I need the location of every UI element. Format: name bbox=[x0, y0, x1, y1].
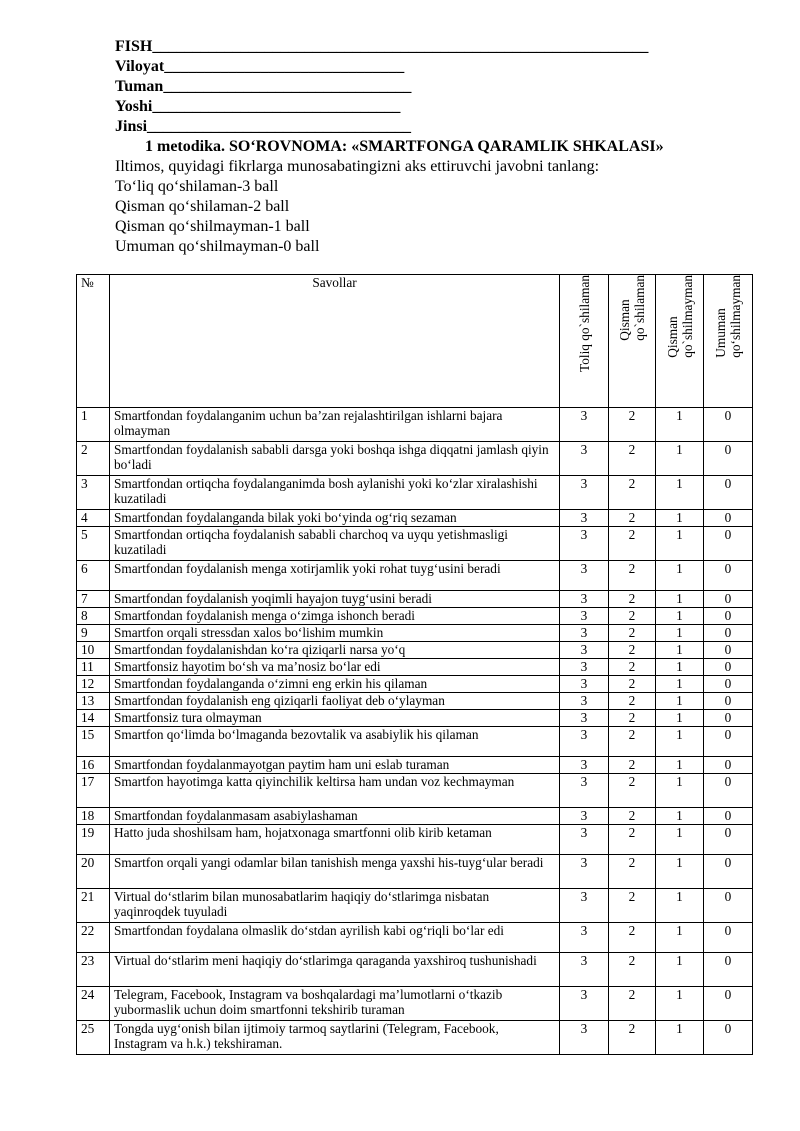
score-partly-disagree[interactable]: 1 bbox=[656, 608, 704, 625]
table-row bbox=[77, 561, 753, 591]
score-partly-disagree[interactable]: 1 bbox=[656, 442, 704, 476]
field-jinsi[interactable] bbox=[115, 117, 648, 137]
score-partly-agree[interactable]: 2 bbox=[609, 608, 656, 625]
score-partly-disagree[interactable]: 1 bbox=[656, 476, 704, 510]
score-full-disagree[interactable]: 0 bbox=[704, 953, 753, 987]
scale-item-3: To‘liq qo‘shilaman-3 ball bbox=[115, 178, 279, 195]
score-partly-agree[interactable]: 2 bbox=[609, 953, 656, 987]
score-full-agree[interactable]: 3 bbox=[560, 987, 609, 1021]
score-partly-disagree[interactable]: 1 bbox=[656, 889, 704, 923]
question-text: Smartfondan ortiqcha foydalanganimda bosh aylanishi yoki ko‘zlar xiralashishi kuzatiladi bbox=[110, 476, 560, 510]
score-full-agree[interactable]: 3 bbox=[560, 923, 609, 953]
score-full-disagree[interactable]: 0 bbox=[704, 608, 753, 625]
field-tuman-label: Tuman bbox=[115, 78, 164, 95]
score-full-disagree[interactable]: 0 bbox=[704, 591, 753, 608]
score-full-disagree[interactable]: 0 bbox=[704, 476, 753, 510]
survey-heading: 1 metodika. SO‘ROVNOMA: «SMARTFONGA QARAMLIK SHKALASI» bbox=[145, 138, 664, 155]
scale-item-1: Qisman qo‘shilmayman-1 ball bbox=[115, 218, 310, 235]
score-full-agree[interactable]: 3 bbox=[560, 510, 609, 527]
field-viloyat-line[interactable]: ______________________________ bbox=[164, 58, 405, 75]
row-number: 10 bbox=[77, 642, 110, 659]
score-full-disagree[interactable]: 0 bbox=[704, 757, 753, 774]
table-row bbox=[77, 608, 753, 625]
field-yoshi-label: Yoshi bbox=[115, 98, 153, 115]
score-partly-disagree[interactable]: 1 bbox=[656, 591, 704, 608]
question-text: Smartfondan foydalanish menga xotirjamlik yoki rohat tuyg‘usini beradi bbox=[110, 561, 560, 591]
row-number: 9 bbox=[77, 625, 110, 642]
field-fish[interactable] bbox=[115, 37, 648, 57]
table-row bbox=[77, 774, 753, 808]
question-text: Smartfondan foydalanganda bilak yoki bo‘yinda og‘riq sezaman bbox=[110, 510, 560, 527]
score-full-disagree[interactable]: 0 bbox=[704, 442, 753, 476]
score-partly-disagree[interactable]: 1 bbox=[656, 953, 704, 987]
question-text: Smartfondan ortiqcha foydalanish sababli charchoq va uyqu yetishmasligi kuzatiladi bbox=[110, 527, 560, 561]
field-yoshi-line[interactable]: _______________________________ bbox=[152, 98, 401, 115]
table-row bbox=[77, 757, 753, 774]
question-text: Smartfondan foydalanish yoqimli hayajon tuyg‘usini beradi bbox=[110, 591, 560, 608]
score-partly-agree[interactable]: 2 bbox=[609, 476, 656, 510]
survey-table bbox=[76, 274, 753, 1055]
score-partly-agree[interactable]: 2 bbox=[609, 987, 656, 1021]
question-text: Smartfondan foydalanganda o‘zimni eng erkin his qilaman bbox=[110, 676, 560, 693]
score-full-agree[interactable]: 3 bbox=[560, 825, 609, 855]
table-row bbox=[77, 642, 753, 659]
header-full-agree bbox=[560, 275, 609, 408]
score-full-agree[interactable]: 3 bbox=[560, 476, 609, 510]
row-number: 18 bbox=[77, 808, 110, 825]
row-number: 16 bbox=[77, 757, 110, 774]
score-full-agree[interactable]: 3 bbox=[560, 774, 609, 808]
row-number: 19 bbox=[77, 825, 110, 855]
score-full-disagree[interactable]: 0 bbox=[704, 923, 753, 953]
score-full-agree[interactable]: 3 bbox=[560, 1021, 609, 1055]
score-full-disagree[interactable]: 0 bbox=[704, 659, 753, 676]
score-partly-agree[interactable]: 2 bbox=[609, 527, 656, 561]
score-partly-disagree[interactable]: 1 bbox=[656, 659, 704, 676]
header-partly-agree bbox=[609, 275, 656, 408]
score-full-agree[interactable]: 3 bbox=[560, 659, 609, 676]
score-full-disagree[interactable]: 0 bbox=[704, 710, 753, 727]
score-partly-disagree[interactable]: 1 bbox=[656, 808, 704, 825]
score-partly-agree[interactable]: 2 bbox=[609, 774, 656, 808]
score-partly-agree[interactable]: 2 bbox=[609, 825, 656, 855]
question-text: Smartfonsiz hayotim bo‘sh va ma’nosiz bo‘lar edi bbox=[110, 659, 560, 676]
score-full-agree[interactable]: 3 bbox=[560, 757, 609, 774]
question-text: Smartfonsiz tura olmayman bbox=[110, 710, 560, 727]
field-tuman-line[interactable]: _______________________________ bbox=[163, 78, 412, 95]
table-row bbox=[77, 855, 753, 889]
row-number: 21 bbox=[77, 889, 110, 923]
score-partly-disagree[interactable]: 1 bbox=[656, 987, 704, 1021]
score-full-agree[interactable]: 3 bbox=[560, 442, 609, 476]
field-jinsi-label: Jinsi bbox=[115, 118, 148, 135]
score-full-agree[interactable]: 3 bbox=[560, 608, 609, 625]
header-partly-disagree bbox=[656, 275, 704, 408]
score-full-disagree[interactable]: 0 bbox=[704, 561, 753, 591]
personal-info-fields bbox=[115, 37, 648, 137]
field-viloyat[interactable] bbox=[115, 57, 648, 77]
score-partly-agree[interactable]: 2 bbox=[609, 591, 656, 608]
table-row bbox=[77, 808, 753, 825]
question-text: Smartfondan foydalanishdan ko‘ra qiziqarli narsa yo‘q bbox=[110, 642, 560, 659]
table-row bbox=[77, 625, 753, 642]
score-partly-agree[interactable]: 2 bbox=[609, 889, 656, 923]
field-jinsi-line[interactable]: _________________________________ bbox=[147, 118, 412, 135]
score-full-disagree[interactable]: 0 bbox=[704, 987, 753, 1021]
row-number: 24 bbox=[77, 987, 110, 1021]
header-full-disagree bbox=[704, 275, 753, 408]
score-full-agree[interactable]: 3 bbox=[560, 625, 609, 642]
score-full-agree[interactable]: 3 bbox=[560, 591, 609, 608]
score-partly-agree[interactable]: 2 bbox=[609, 642, 656, 659]
score-partly-disagree[interactable]: 1 bbox=[656, 1021, 704, 1055]
score-partly-agree[interactable]: 2 bbox=[609, 923, 656, 953]
table-row bbox=[77, 727, 753, 757]
score-full-agree[interactable]: 3 bbox=[560, 561, 609, 591]
table-row bbox=[77, 693, 753, 710]
table-row bbox=[77, 825, 753, 855]
question-text: Virtual do‘stlarim bilan munosabatlarim haqiqiy do‘stlarimga nisbatan yaqinroqdek tuyuladi bbox=[110, 889, 560, 923]
score-full-disagree[interactable]: 0 bbox=[704, 727, 753, 757]
row-number: 20 bbox=[77, 855, 110, 889]
table-row bbox=[77, 527, 753, 561]
score-full-disagree[interactable]: 0 bbox=[704, 855, 753, 889]
row-number: 17 bbox=[77, 774, 110, 808]
row-number: 12 bbox=[77, 676, 110, 693]
score-partly-disagree[interactable]: 1 bbox=[656, 625, 704, 642]
score-full-disagree[interactable]: 0 bbox=[704, 527, 753, 561]
score-full-disagree[interactable]: 0 bbox=[704, 889, 753, 923]
row-number: 25 bbox=[77, 1021, 110, 1055]
header-full-disagree-label: Umuman qo‘shilmayman bbox=[713, 275, 743, 358]
row-number: 6 bbox=[77, 561, 110, 591]
score-partly-disagree[interactable]: 1 bbox=[656, 642, 704, 659]
field-yoshi[interactable] bbox=[115, 97, 648, 117]
instruction-text: Iltimos, quyidagi fikrlarga munosabatingizni aks ettiruvchi javobni tanlang: bbox=[115, 158, 600, 175]
score-full-agree[interactable]: 3 bbox=[560, 642, 609, 659]
row-number: 5 bbox=[77, 527, 110, 561]
score-full-disagree[interactable]: 0 bbox=[704, 625, 753, 642]
row-number: 22 bbox=[77, 923, 110, 953]
score-full-agree[interactable]: 3 bbox=[560, 693, 609, 710]
score-full-agree[interactable]: 3 bbox=[560, 408, 609, 442]
score-full-disagree[interactable]: 0 bbox=[704, 510, 753, 527]
scale-item-0: Umuman qo‘shilmayman-0 ball bbox=[115, 238, 320, 255]
row-number: 3 bbox=[77, 476, 110, 510]
question-text: Smartfondan foydalanish eng qiziqarli faoliyat deb o‘ylayman bbox=[110, 693, 560, 710]
question-text: Smartfondan foydalanmasam asabiylashaman bbox=[110, 808, 560, 825]
header-full-agree-label: Toliq qo`shilaman bbox=[576, 275, 592, 372]
score-full-disagree[interactable]: 0 bbox=[704, 808, 753, 825]
row-number: 1 bbox=[77, 408, 110, 442]
question-text: Smartfondan foydalanganim uchun ba’zan rejalashtirilgan ishlarni bajara olmayman bbox=[110, 408, 560, 442]
score-partly-agree[interactable]: 2 bbox=[609, 710, 656, 727]
table-row bbox=[77, 889, 753, 923]
score-full-disagree[interactable]: 0 bbox=[704, 676, 753, 693]
question-text: Hatto juda shoshilsam ham, hojatxonaga smartfonni olib kirib ketaman bbox=[110, 825, 560, 855]
row-number: 14 bbox=[77, 710, 110, 727]
score-full-agree[interactable]: 3 bbox=[560, 889, 609, 923]
table-row bbox=[77, 923, 753, 953]
score-partly-agree[interactable]: 2 bbox=[609, 1021, 656, 1055]
row-number: 13 bbox=[77, 693, 110, 710]
question-text: Telegram, Facebook, Instagram va boshqalardagi ma’lumotlarni o‘tkazib yubormaslik uchun doim smartfonni tekshirib turaman bbox=[110, 987, 560, 1021]
question-text: Virtual do‘stlarim meni haqiqiy do‘stlarimga qaraganda yaxshiroq tushunishadi bbox=[110, 953, 560, 987]
table-row bbox=[77, 476, 753, 510]
score-partly-disagree[interactable]: 1 bbox=[656, 855, 704, 889]
score-full-agree[interactable]: 3 bbox=[560, 710, 609, 727]
question-text: Smartfondan foydalanish sababli darsga yoki boshqa ishga diqqatni jamlash qiyin bo‘ladi bbox=[110, 442, 560, 476]
score-partly-disagree[interactable]: 1 bbox=[656, 757, 704, 774]
field-fish-line[interactable]: ______________________________________________________________ bbox=[152, 38, 649, 55]
question-text: Tongda uyg‘onish bilan ijtimoiy tarmoq saytlarini (Telegram, Facebook, Instagram va h.k.) tekshiraman. bbox=[110, 1021, 560, 1055]
row-number: 8 bbox=[77, 608, 110, 625]
score-partly-agree[interactable]: 2 bbox=[609, 676, 656, 693]
row-number: 2 bbox=[77, 442, 110, 476]
row-number: 23 bbox=[77, 953, 110, 987]
field-tuman[interactable] bbox=[115, 77, 648, 97]
table-row bbox=[77, 953, 753, 987]
header-partly-disagree-label: Qisman qo`shilmayman bbox=[664, 275, 695, 358]
score-partly-agree[interactable]: 2 bbox=[609, 808, 656, 825]
score-partly-agree[interactable]: 2 bbox=[609, 659, 656, 676]
row-number: 11 bbox=[77, 659, 110, 676]
score-full-disagree[interactable]: 0 bbox=[704, 1021, 753, 1055]
score-full-disagree[interactable]: 0 bbox=[704, 693, 753, 710]
score-full-agree[interactable]: 3 bbox=[560, 527, 609, 561]
row-number: 4 bbox=[77, 510, 110, 527]
score-partly-disagree[interactable]: 1 bbox=[656, 693, 704, 710]
score-partly-disagree[interactable]: 1 bbox=[656, 510, 704, 527]
score-partly-disagree[interactable]: 1 bbox=[656, 825, 704, 855]
table-row bbox=[77, 659, 753, 676]
score-partly-agree[interactable]: 2 bbox=[609, 727, 656, 757]
header-questions: Savollar bbox=[110, 275, 560, 408]
field-viloyat-label: Viloyat bbox=[115, 58, 165, 75]
table-row bbox=[77, 1021, 753, 1055]
question-text: Smartfon orqali stressdan xalos bo‘lishim mumkin bbox=[110, 625, 560, 642]
score-partly-agree[interactable]: 2 bbox=[609, 855, 656, 889]
score-full-agree[interactable]: 3 bbox=[560, 808, 609, 825]
question-text: Smartfon hayotimga katta qiyinchilik keltirsa ham undan voz kechmayman bbox=[110, 774, 560, 808]
score-partly-agree[interactable]: 2 bbox=[609, 693, 656, 710]
score-full-disagree[interactable]: 0 bbox=[704, 408, 753, 442]
instructions bbox=[115, 157, 599, 257]
score-full-agree[interactable]: 3 bbox=[560, 855, 609, 889]
score-partly-disagree[interactable]: 1 bbox=[656, 561, 704, 591]
table-row bbox=[77, 676, 753, 693]
header-partly-agree-label: Qisman qo`shilaman bbox=[617, 275, 647, 341]
score-partly-disagree[interactable]: 1 bbox=[656, 676, 704, 693]
score-full-disagree[interactable]: 0 bbox=[704, 642, 753, 659]
score-partly-agree[interactable]: 2 bbox=[609, 442, 656, 476]
score-full-agree[interactable]: 3 bbox=[560, 953, 609, 987]
table-row bbox=[77, 591, 753, 608]
score-partly-disagree[interactable]: 1 bbox=[656, 727, 704, 757]
score-partly-agree[interactable]: 2 bbox=[609, 561, 656, 591]
score-partly-disagree[interactable]: 1 bbox=[656, 774, 704, 808]
field-fish-label: FISH bbox=[115, 38, 153, 55]
row-number: 7 bbox=[77, 591, 110, 608]
table-header-row bbox=[77, 275, 753, 408]
scale-item-2: Qisman qo‘shilaman-2 ball bbox=[115, 198, 290, 215]
question-text: Smartfon orqali yangi odamlar bilan tanishish menga yaxshi his-tuyg‘ular beradi bbox=[110, 855, 560, 889]
table-row bbox=[77, 408, 753, 442]
score-partly-disagree[interactable]: 1 bbox=[656, 408, 704, 442]
header-number: № bbox=[77, 275, 110, 408]
score-full-disagree[interactable]: 0 bbox=[704, 774, 753, 808]
score-partly-agree[interactable]: 2 bbox=[609, 625, 656, 642]
table-row bbox=[77, 710, 753, 727]
score-partly-disagree[interactable]: 1 bbox=[656, 923, 704, 953]
table-row bbox=[77, 442, 753, 476]
score-full-agree[interactable]: 3 bbox=[560, 727, 609, 757]
question-text: Smartfondan foydalanish menga o‘zimga ishonch beradi bbox=[110, 608, 560, 625]
row-number: 15 bbox=[77, 727, 110, 757]
score-full-disagree[interactable]: 0 bbox=[704, 825, 753, 855]
question-text: Smartfon qo‘limda bo‘lmaganda bezovtalik va asabiylik his qilaman bbox=[110, 727, 560, 757]
score-full-agree[interactable]: 3 bbox=[560, 676, 609, 693]
score-partly-agree[interactable]: 2 bbox=[609, 510, 656, 527]
table-row bbox=[77, 987, 753, 1021]
question-text: Smartfondan foydalana olmaslik do‘stdan ayrilish kabi og‘riqli bo‘lar edi bbox=[110, 923, 560, 953]
score-partly-disagree[interactable]: 1 bbox=[656, 527, 704, 561]
score-partly-agree[interactable]: 2 bbox=[609, 408, 656, 442]
question-text: Smartfondan foydalanmayotgan paytim ham uni eslab turaman bbox=[110, 757, 560, 774]
table-row bbox=[77, 510, 753, 527]
score-partly-disagree[interactable]: 1 bbox=[656, 710, 704, 727]
score-partly-agree[interactable]: 2 bbox=[609, 757, 656, 774]
